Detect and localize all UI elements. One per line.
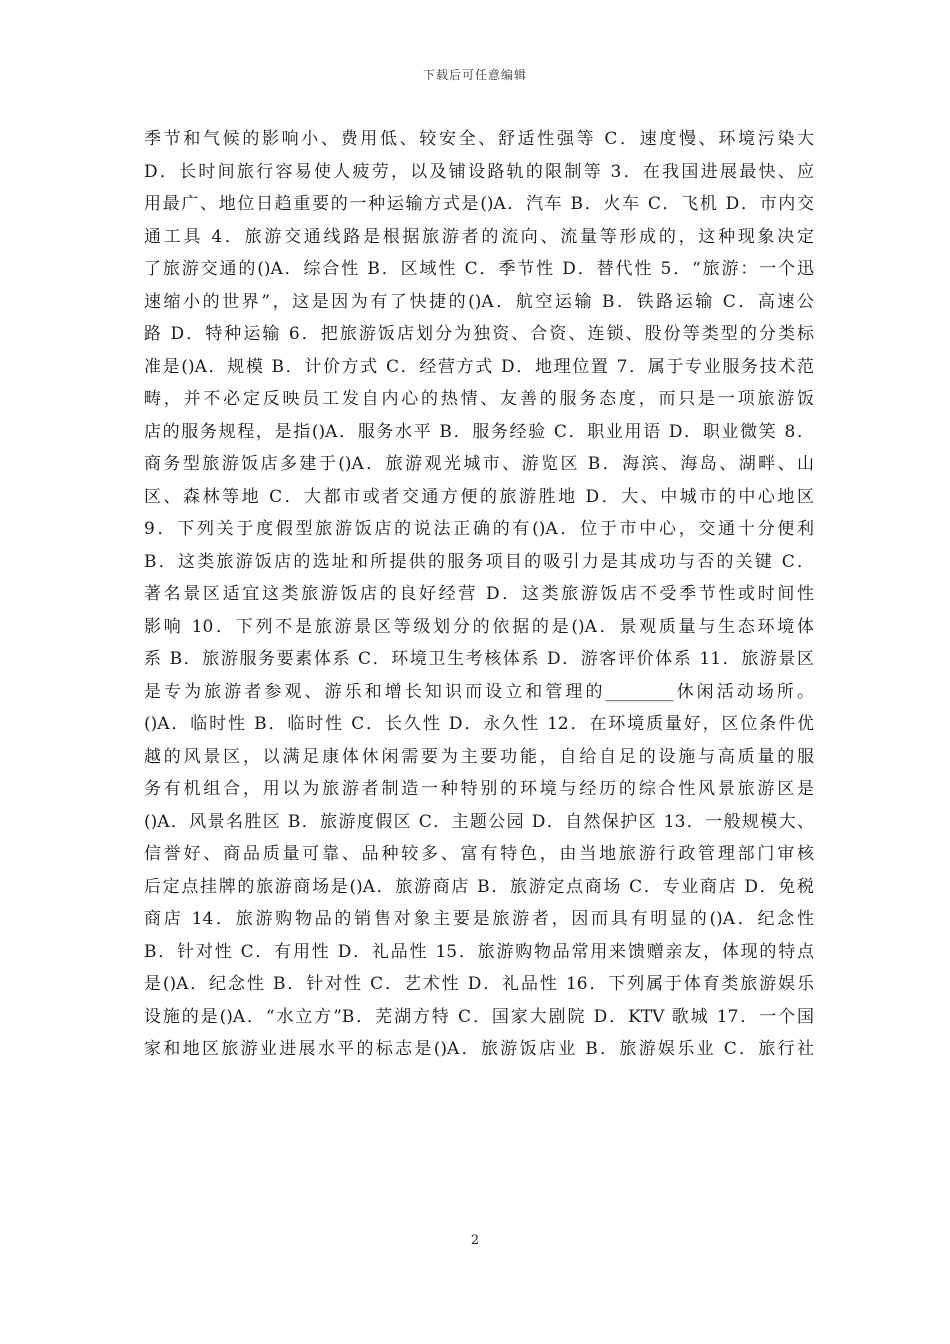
body-line: 设施的是()A．“水立方”B．芜湖方特 C．国家大剧院 D．KTV 歌城 17．一个国 <box>144 1006 814 1027</box>
body-line: 9．下列关于度假型旅游饭店的说法正确的有()A．位于市中心，交通十分便利 <box>144 519 814 539</box>
body-line: 影响 10．下列不是旅游景区等级划分的依据的是()A．景观质量与生态环境体 <box>144 616 814 637</box>
body-line: D．长时间旅行容易使人疲劳，以及铺设路轨的限制等 3．在我国进展最快、应 <box>144 161 814 182</box>
body-line: B．针对性 C．有用性 D．礼品性 15．旅游购物品常用来馈赠亲友，体现的特点 <box>144 941 814 962</box>
body-line: 区、森林等地 C．大都市或者交通方便的旅游胜地 D．大、中城市的中心地区 <box>144 486 814 507</box>
body-line: 信誉好、商品质量可靠、品种较多、富有特色，由当地旅游行政管理部门审核 <box>144 844 814 864</box>
body-line: 店的服务规程，是指()A．服务水平 B．服务经验 C．职业用语 D．职业微笑 8． <box>144 421 814 442</box>
body-line: 著名景区适宜这类旅游饭店的良好经营 D．这类旅游饭店不受季节性或时间性 <box>144 584 814 604</box>
body-line: 务有机组合，用以为旅游者制造一种特别的环境与经历的综合性风景旅游区是 <box>144 779 814 799</box>
body-line: 畴，并不必定反映员工发自内心的热情、友善的服务态度，而只是一项旅游饭 <box>144 389 814 409</box>
body-line: 通工具 4．旅游交通线路是根据旅游者的流向、流量等形成的，这种现象决定 <box>144 226 814 247</box>
body-line: 后定点挂牌的旅游商场是()A．旅游商店 B．旅游定点商场 C．专业商店 D．免税 <box>144 876 814 897</box>
body-line: 越的风景区，以满足康体休闲需要为主要功能，自给自足的设施与高质量的服 <box>144 746 814 767</box>
document-body <box>144 123 814 1066</box>
body-line: 用最广、地位日趋重要的一种运输方式是()A．汽车 B．火车 C．飞机 D．市内交 <box>144 194 814 214</box>
body-line: 路 D．特种运输 6．把旅游饭店划分为独资、合资、连锁、股份等类型的分类标 <box>144 324 814 344</box>
body-line: ()A．风景名胜区 B．旅游度假区 C．主题公园 D．自然保护区 13．一般规模大、 <box>144 811 814 832</box>
body-line: 准是()A．规模 B．计价方式 C．经营方式 D．地理位置 7．属于专业服务技术范 <box>144 356 814 377</box>
body-line: 是()A．纪念性 B．针对性 C．艺术性 D．礼品性 16．下列属于体育类旅游娱乐 <box>144 974 814 994</box>
page-number: 2 <box>470 1233 480 1248</box>
body-line: 家和地区旅游业进展水平的标志是()A．旅游饭店业 B．旅游娱乐业 C．旅行社 <box>144 1039 814 1059</box>
body-line: 商务型旅游饭店多建于()A．旅游观光城市、游览区 B．海滨、海岛、湖畔、山 <box>144 454 814 474</box>
body-line: 系 B．旅游服务要素体系 C．环境卫生考核体系 D．游客评价体系 11．旅游景区 <box>144 649 814 669</box>
body-line: 季节和气候的影响小、费用低、较安全、舒适性强等 C．速度慢、环境污染大 <box>144 129 814 149</box>
body-line: 速缩小的世界”，这是因为有了快捷的()A．航空运输 B．铁路运输 C．高速公 <box>144 291 814 312</box>
body-line: ()A．临时性 B．临时性 C．长久性 D．永久性 12．在环境质量好，区位条件优 <box>144 714 814 734</box>
body-line: B．这类旅游饭店的选址和所提供的服务项目的吸引力是其成功与否的关键 C． <box>144 551 814 572</box>
body-line: 了旅游交通的()A．综合性 B．区域性 C．季节性 D．替代性 5．“旅游：一个迅 <box>144 259 814 279</box>
body-line: 是专为旅游者参观、游乐和增长知识而设立和管理的________休闲活动场所。 <box>144 681 814 702</box>
page-header: 下载后可任意编辑 <box>422 68 527 82</box>
body-line: 商店 14．旅游购物品的销售对象主要是旅游者，因而具有明显的()A．纪念性 <box>144 909 814 929</box>
